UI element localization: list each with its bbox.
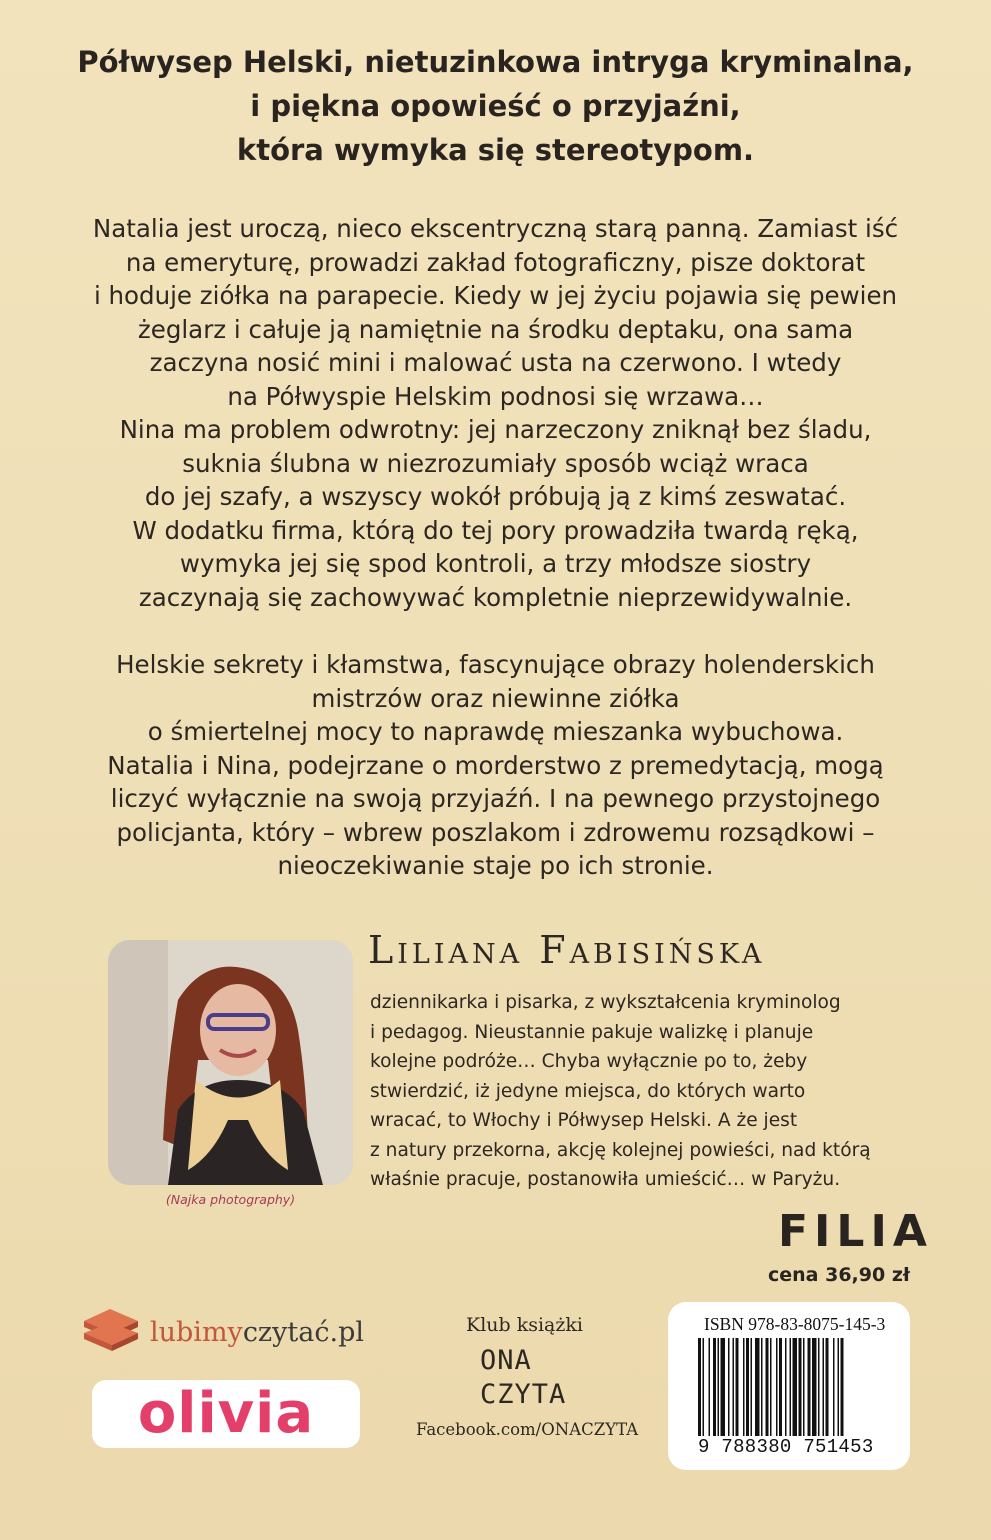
description-paragraph-1	[30, 212, 961, 614]
barcode-bar	[790, 1338, 792, 1436]
tagline-line: Półwysep Helski, nietuzinkowa intryga kryminalna,	[77, 45, 914, 79]
ean-digits: 9 788380 751453	[698, 1436, 874, 1458]
klub-ksiazki-label: Klub książki	[466, 1314, 583, 1336]
bio-line: z natury przekorna, akcję kolejnej powieści, nad którą	[370, 1139, 871, 1161]
description-line: Nina ma problem odwrotny: jej narzeczony zniknął bez śladu,	[119, 415, 872, 444]
barcode-bar	[812, 1338, 817, 1436]
description-line: suknia ślubna w niezrozumiały sposób wciąż wraca	[182, 448, 809, 478]
description-line: mistrzów oraz niewinne ziółka	[311, 683, 680, 713]
barcode-bar	[823, 1338, 825, 1436]
barcode-bar	[779, 1338, 782, 1436]
barcode-bar	[761, 1338, 763, 1436]
barcode-box	[668, 1302, 910, 1470]
barcode-bar	[713, 1338, 716, 1436]
description-line: Natalia i Nina, podejrzane o morderstwo z premedytacją, mogą	[107, 750, 884, 780]
tagline-line: i piękna opowieść o przyjaźni,	[250, 89, 741, 123]
description-line: i hoduje ziółka na parapecie. Kiedy w jej życiu pojawia się pewien	[93, 281, 898, 310]
barcode-bar	[841, 1338, 844, 1436]
lubimyczytac-logo	[80, 1302, 380, 1362]
barcode-bar	[751, 1338, 753, 1436]
description-line: Natalia jest uroczą, nieco ekscentryczną starą panną. Zamiast iść	[92, 214, 899, 243]
barcode-bar	[698, 1338, 701, 1436]
description-line: zaczynają się zachowywać kompletnie nieprzewidywalnie.	[138, 582, 853, 612]
barcode-icon	[698, 1338, 894, 1436]
barcode-bar	[833, 1338, 835, 1436]
author-photo	[108, 940, 353, 1185]
barcode-bar	[733, 1338, 735, 1436]
bio-line: i pedagog. Nieustannie pakuje walizkę i planuje	[370, 1021, 814, 1043]
barcode-bar	[808, 1338, 811, 1436]
author-bio	[370, 988, 890, 1195]
czyta-text: CZYTA	[480, 1379, 567, 1410]
description-line: żeglarz i całuje ją namiętnie na środku deptaku, ona sama	[137, 314, 854, 344]
description-line: nieoczekiwanie staje po ich stronie.	[277, 851, 714, 880]
barcode-bar	[736, 1338, 739, 1436]
description-line: W dodatku firma, którą do tej pory prowadziła twardą ręką,	[132, 515, 859, 545]
isbn-label: ISBN 978-83-8075-145-3	[704, 1314, 886, 1334]
barcode-bar	[838, 1338, 840, 1436]
description-line: zaczyna nosić mini i malować usta na czerwono. I wtedy	[149, 348, 842, 377]
tagline	[40, 40, 951, 172]
barcode-bar	[743, 1338, 745, 1436]
description-line: o śmiertelnej mocy to naprawdę mieszanka wybuchowa.	[147, 717, 844, 746]
tagline-line: która wymyka się stereotypom.	[236, 133, 755, 167]
barcode-bar	[718, 1338, 720, 1436]
czytac-text: czytać.pl	[242, 1316, 364, 1348]
bio-line: stwierdzić, iż jedyne miejsca, do których warto	[370, 1080, 806, 1102]
ona-czyta-logo	[480, 1344, 566, 1412]
facebook-link: Facebook.com/ONACZYTA	[416, 1420, 639, 1439]
barcode-bar	[770, 1338, 772, 1436]
description-line: policjanta, który – wbrew poszlakom i zdrowemu rozsądkowi –	[116, 817, 875, 847]
description-line: wymyka jej się spod kontroli, a trzy młodsze siostry	[179, 549, 812, 578]
bio-line: wracać, to Włochy i Półwysep Helski. A że jest	[370, 1110, 798, 1131]
description-line: na emeryturę, prowadzi zakład fotograficzny, pisze doktorat	[125, 247, 866, 277]
barcode-bar	[766, 1338, 769, 1436]
barcode-bar	[721, 1338, 726, 1436]
olivia-text: olivia	[137, 1381, 315, 1446]
price: cena 36,90 zł	[768, 1264, 910, 1286]
bio-line: właśnie pracuje, postanowiła umieścić… w Paryżu.	[370, 1169, 841, 1190]
books-icon	[80, 1305, 142, 1359]
barcode-bar	[755, 1338, 760, 1436]
barcode-bar	[785, 1338, 787, 1436]
barcode-bar	[728, 1338, 730, 1436]
description-line: Helskie sekrety i kłamstwa, fascynujące obrazy holenderskich	[116, 650, 875, 679]
author-name: Liliana Fabisińska	[368, 928, 766, 972]
barcode-bar	[826, 1338, 829, 1436]
barcode-bar	[746, 1338, 749, 1436]
lubimy-text: lubimy	[150, 1316, 243, 1348]
publisher-logo: FILIA	[778, 1206, 933, 1257]
description-paragraph-2	[30, 648, 961, 883]
description-line: do jej szafy, a wszyscy wokół próbują ją z kimś zeswatać.	[144, 482, 847, 511]
barcode-bar	[818, 1338, 820, 1436]
description-line: na Półwyspie Helskim podnosi się wrzawa…	[227, 381, 764, 411]
olivia-logo	[92, 1380, 360, 1448]
barcode-bar	[709, 1338, 711, 1436]
bio-line: dziennikarka i pisarka, z wykształcenia kryminolog	[370, 992, 841, 1013]
bio-line: kolejne podróże… Chyba wyłącznie po to, żeby	[370, 1051, 808, 1072]
barcode-bar	[793, 1338, 798, 1436]
description-line: liczyć wyłącznie na swoją przyjaźń. I na pewnego przystojnego	[110, 784, 881, 813]
photo-credit: (Najka photography)	[165, 1192, 296, 1207]
barcode-bar	[776, 1338, 778, 1436]
ona-text: ONA	[480, 1345, 532, 1376]
barcode-bar	[803, 1338, 805, 1436]
barcode-bar	[799, 1338, 802, 1436]
barcode-bar	[703, 1338, 705, 1436]
